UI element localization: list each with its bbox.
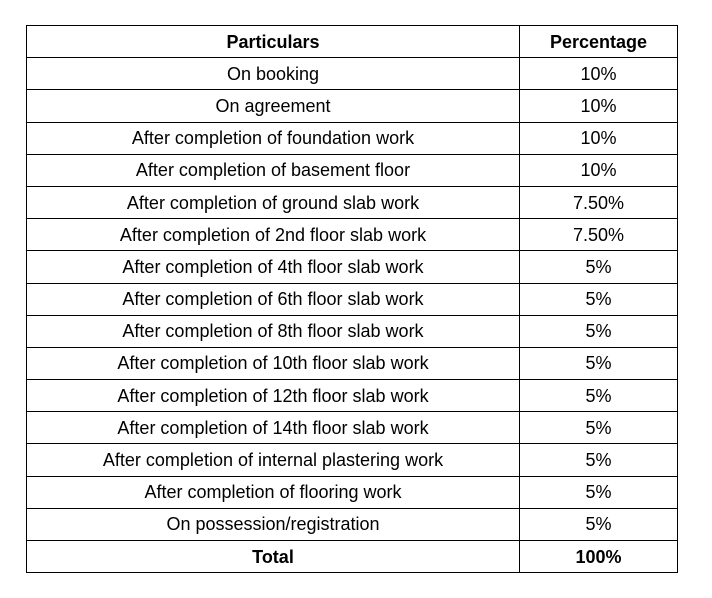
- percentage-cell: 5%: [520, 347, 678, 379]
- particulars-cell: On agreement: [27, 90, 520, 122]
- total-value: 100%: [520, 541, 678, 573]
- particulars-cell: After completion of 14th floor slab work: [27, 412, 520, 444]
- particulars-cell: After completion of 12th floor slab work: [27, 380, 520, 412]
- percentage-cell: 5%: [520, 508, 678, 540]
- particulars-cell: After completion of 10th floor slab work: [27, 347, 520, 379]
- table-row: [27, 508, 678, 540]
- table-row: [27, 347, 678, 379]
- total-row: [27, 541, 678, 573]
- percentage-cell: 5%: [520, 380, 678, 412]
- percentage-cell: 10%: [520, 90, 678, 122]
- percentage-cell: 5%: [520, 315, 678, 347]
- percentage-cell: 5%: [520, 412, 678, 444]
- percentage-cell: 10%: [520, 58, 678, 90]
- particulars-cell: After completion of flooring work: [27, 476, 520, 508]
- particulars-cell: After completion of 4th floor slab work: [27, 251, 520, 283]
- particulars-cell: After completion of 2nd floor slab work: [27, 219, 520, 251]
- table-row: [27, 444, 678, 476]
- particulars-cell: After completion of 8th floor slab work: [27, 315, 520, 347]
- table-row: [27, 90, 678, 122]
- particulars-cell: On possession/registration: [27, 508, 520, 540]
- percentage-cell: 7.50%: [520, 186, 678, 218]
- percentage-cell: 5%: [520, 444, 678, 476]
- percentage-cell: 10%: [520, 154, 678, 186]
- table-row: [27, 186, 678, 218]
- percentage-cell: 7.50%: [520, 219, 678, 251]
- table-row: [27, 283, 678, 315]
- percentage-cell: 10%: [520, 122, 678, 154]
- header-percentage: Percentage: [520, 26, 678, 58]
- percentage-cell: 5%: [520, 283, 678, 315]
- particulars-cell: After completion of ground slab work: [27, 186, 520, 218]
- table-row: [27, 476, 678, 508]
- table-row: [27, 412, 678, 444]
- table-row: [27, 122, 678, 154]
- percentage-cell: 5%: [520, 251, 678, 283]
- table-row: [27, 315, 678, 347]
- particulars-cell: On booking: [27, 58, 520, 90]
- table-row: [27, 380, 678, 412]
- payment-schedule-table: [26, 25, 678, 573]
- percentage-cell: 5%: [520, 476, 678, 508]
- table-row: [27, 251, 678, 283]
- table-row: [27, 154, 678, 186]
- total-label: Total: [27, 541, 520, 573]
- table-row: [27, 58, 678, 90]
- table-body: [27, 58, 678, 573]
- particulars-cell: After completion of basement floor: [27, 154, 520, 186]
- header-particulars: Particulars: [27, 26, 520, 58]
- table-row: [27, 219, 678, 251]
- particulars-cell: After completion of foundation work: [27, 122, 520, 154]
- table-header-row: [27, 26, 678, 58]
- particulars-cell: After completion of internal plastering work: [27, 444, 520, 476]
- particulars-cell: After completion of 6th floor slab work: [27, 283, 520, 315]
